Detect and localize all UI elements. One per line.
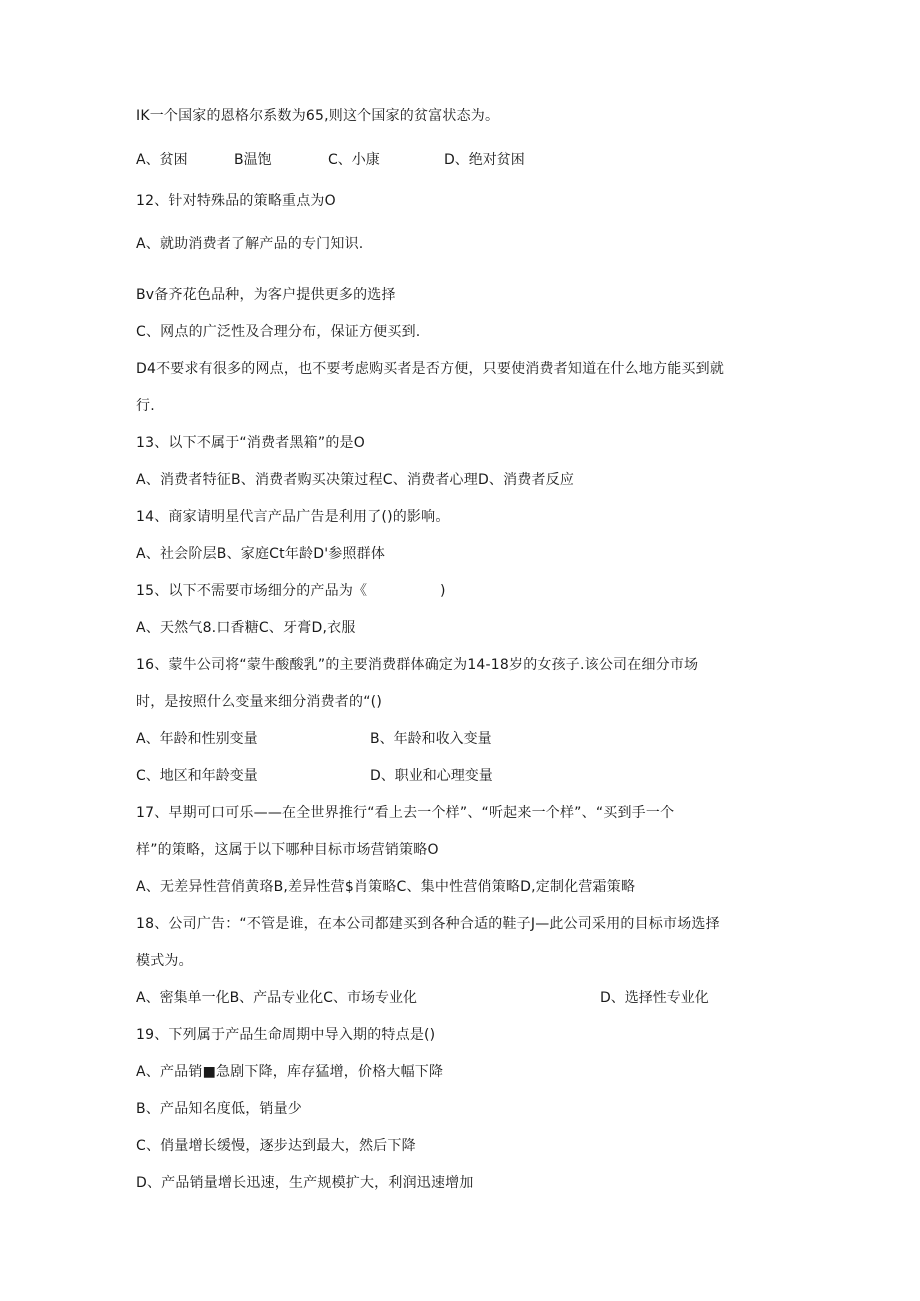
question-12-option-b: Bv备齐花色品种，为客户提供更多的选择	[136, 287, 396, 303]
question-19-option-d: D、产品销量增长迅速，生产规模扩大，利润迅速增加	[136, 1175, 474, 1191]
question-17-stem: 17、早期可口可乐——在全世界推行“看上去一个样”、“听起来一个样”、“买到手一个	[136, 805, 675, 821]
question-15-stem: 15、以下不需要市场细分的产品为《	[136, 583, 368, 599]
question-12-option-d: D4不要求有很多的网点，也不要考虑购买者是否方便，只要使消费者知道在什么地方能买到就	[136, 361, 725, 377]
question-11-option-d: D、绝对贫困	[444, 152, 525, 168]
question-16-stem-cont: 时，是按照什么变量来细分消费者的“()	[136, 694, 382, 710]
question-13-options: A、消费者特征B、消费者购买决策过程C、消费者心理D、消费者反应	[136, 472, 575, 488]
question-14-stem: 14、商家请明星代言产品广告是利用了()的影响。	[136, 509, 450, 525]
question-19-option-c: C、俏量增长缓慢，逐步达到最大，然后下降	[136, 1138, 416, 1154]
question-18-stem-cont: 模式为。	[136, 953, 193, 969]
question-18-options-abc: A、密集单一化B、产品专业化C、市场专业化	[136, 990, 417, 1006]
question-18-stem: 18、公司广告：“不管是谁，在本公司都建买到各种合适的鞋子J—此公司采用的目标市场选择	[136, 916, 720, 932]
question-16-option-b: B、年龄和收入变量	[370, 731, 492, 747]
question-18-option-d: D、选择性专业化	[600, 990, 709, 1006]
question-11-option-c: C、小康	[328, 152, 380, 168]
question-16-option-d: D、职业和心理变量	[370, 768, 493, 784]
question-19-option-b: B、产品知名度低，销量少	[136, 1101, 303, 1117]
question-13-stem: 13、以下不属于“消费者黑箱”的是O	[136, 435, 365, 451]
question-12-option-d-cont: 行.	[136, 398, 155, 414]
question-14-options: A、社会阶层B、家庭Ct年龄D'参照群体	[136, 546, 386, 562]
question-16-option-c: C、地区和年龄变量	[136, 768, 258, 784]
question-17-options: A、无差异性营俏黄珞B,差异性营$肖策略C、集中性营俏策略D,定制化营霜策略	[136, 879, 636, 895]
question-15-options: A、天然气8.口香糖C、牙膏D,衣服	[136, 620, 356, 636]
question-11-stem: IK一个国家的恩格尔系数为65,则这个国家的贫富状态为。	[136, 108, 500, 124]
question-15-stem-end: )	[440, 583, 446, 599]
question-11-option-b: B温饱	[234, 152, 272, 168]
question-12-option-c: C、网点的广泛性及合理分布，保证方便买到.	[136, 324, 421, 340]
question-17-stem-cont: 样”的策略，这属于以下哪种目标市场营销策略O	[136, 842, 439, 858]
question-16-option-a: A、年龄和性别变量	[136, 731, 258, 747]
question-19-option-a: A、产品销■急剧下降，库存猛增，价格大幅下降	[136, 1064, 444, 1080]
question-19-stem: 19、下列属于产品生命周期中导入期的特点是()	[136, 1027, 436, 1043]
question-12-stem: 12、针对特殊品的策略重点为O	[136, 193, 336, 209]
question-11-option-a: A、贫困	[136, 152, 188, 168]
question-16-stem: 16、蒙牛公司将“蒙牛酸酸乳”的主要消费群体确定为14-18岁的女孩子.该公司在细分市场	[136, 657, 699, 673]
question-12-option-a: A、就助消费者了解产品的专门知识.	[136, 236, 364, 252]
